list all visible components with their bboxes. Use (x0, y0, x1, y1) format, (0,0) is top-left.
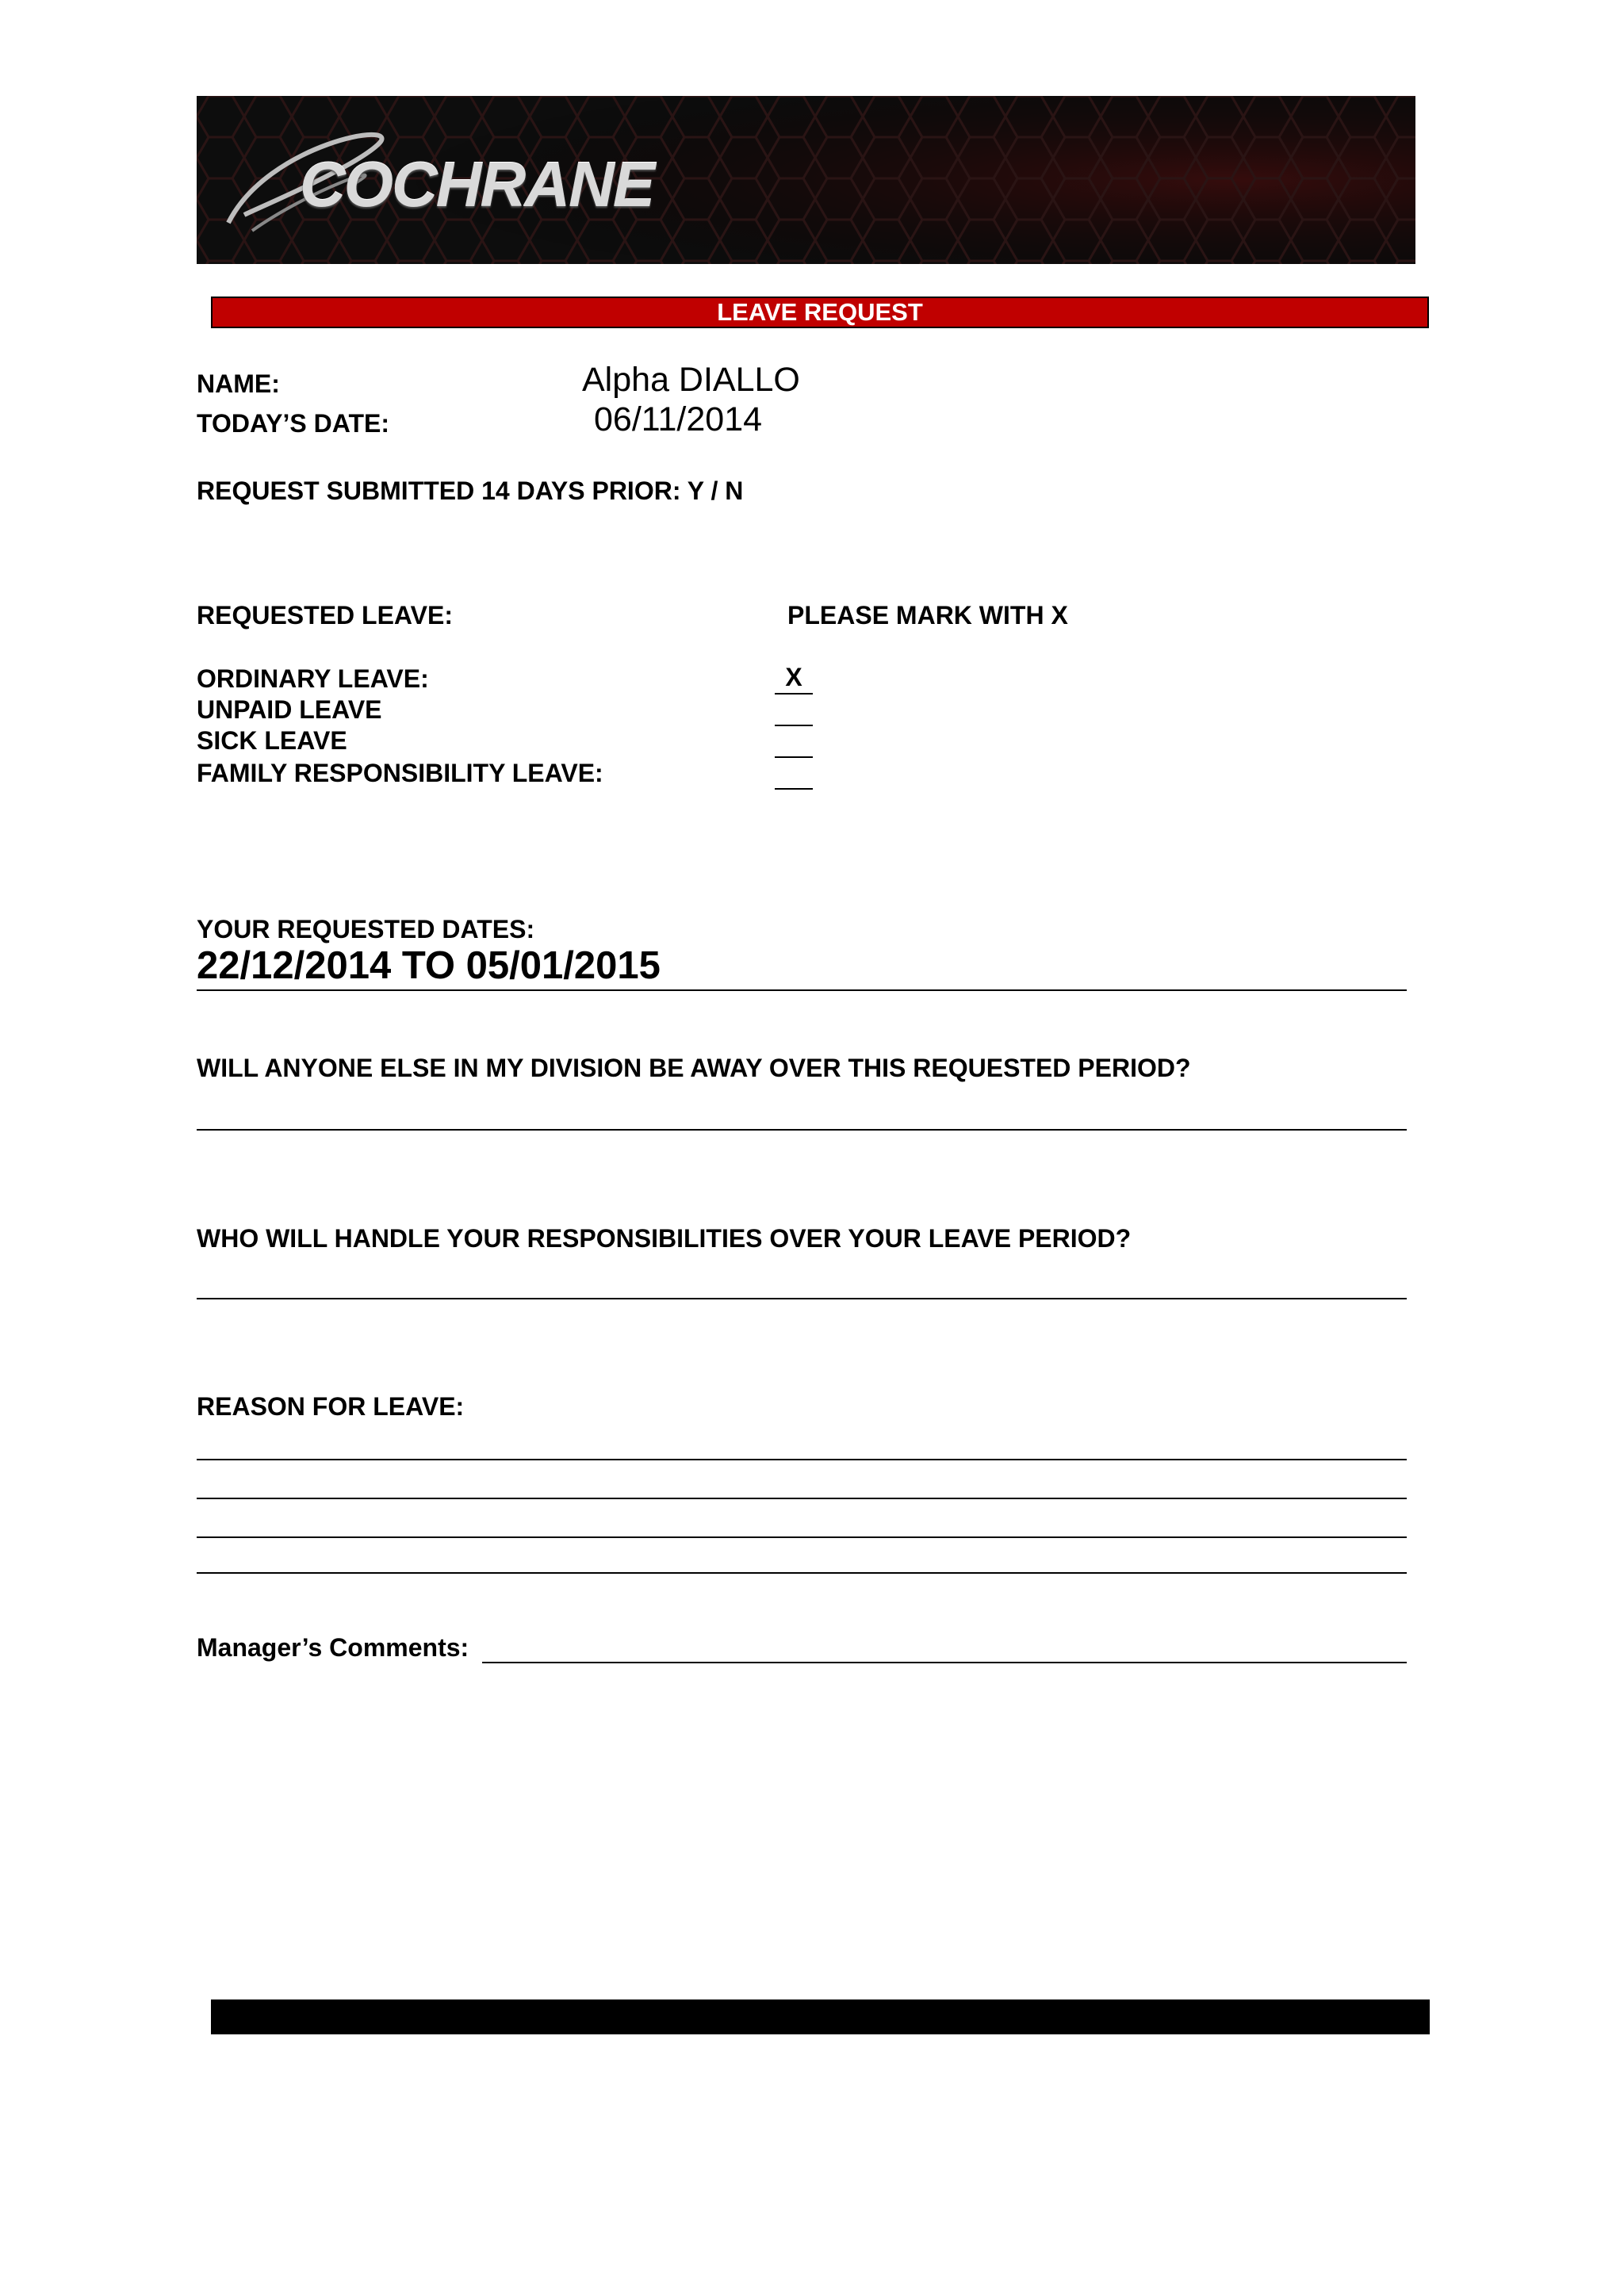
request-prior-label: REQUEST SUBMITTED 14 DAYS PRIOR: Y / N (197, 476, 744, 505)
manager-comments-line[interactable] (482, 1662, 1407, 1663)
leave-type-family-label: FAMILY RESPONSIBILITY LEAVE: (197, 759, 603, 787)
form-title-bar: LEAVE REQUEST (211, 297, 1429, 328)
name-value[interactable]: Alpha DIALLO (582, 361, 800, 399)
reason-line-1[interactable] (197, 1459, 1407, 1460)
mark-instruction: PLEASE MARK WITH X (787, 601, 1068, 629)
reason-line-3[interactable] (197, 1536, 1407, 1538)
footer-bar (211, 1999, 1430, 2034)
leave-type-unpaid-mark[interactable] (775, 693, 813, 726)
company-logo-text: COCHRANE (300, 149, 654, 220)
requested-dates-line (197, 989, 1407, 991)
requested-dates-label: YOUR REQUESTED DATES: (197, 915, 535, 943)
name-label: NAME: (197, 369, 280, 398)
header-banner (197, 96, 1415, 264)
leave-type-sick-mark[interactable] (775, 725, 813, 758)
division-away-question: WILL ANYONE ELSE IN MY DIVISION BE AWAY OVER THIS REQUESTED PERIOD? (197, 1054, 1191, 1082)
reason-line-2[interactable] (197, 1498, 1407, 1499)
leave-type-family-mark[interactable] (775, 756, 813, 790)
todays-date-label: TODAY’S DATE: (197, 409, 389, 438)
manager-comments-label: Manager’s Comments: (197, 1633, 469, 1662)
leave-type-unpaid-label: UNPAID LEAVE (197, 695, 382, 724)
todays-date-value[interactable]: 06/11/2014 (594, 400, 763, 438)
requested-dates-value[interactable]: 22/12/2014 TO 05/01/2015 (197, 944, 661, 987)
leave-type-ordinary-label: ORDINARY LEAVE: (197, 664, 429, 693)
reason-line-4[interactable] (197, 1572, 1407, 1574)
division-away-answer-line[interactable] (197, 1129, 1407, 1131)
responsibilities-question: WHO WILL HANDLE YOUR RESPONSIBILITIES OVER YOUR LEAVE PERIOD? (197, 1224, 1132, 1253)
leave-type-ordinary-mark[interactable]: X (775, 661, 813, 695)
reason-label: REASON FOR LEAVE: (197, 1392, 465, 1421)
leave-type-sick-label: SICK LEAVE (197, 726, 347, 755)
responsibilities-answer-line[interactable] (197, 1298, 1407, 1299)
requested-leave-heading: REQUESTED LEAVE: (197, 601, 453, 629)
